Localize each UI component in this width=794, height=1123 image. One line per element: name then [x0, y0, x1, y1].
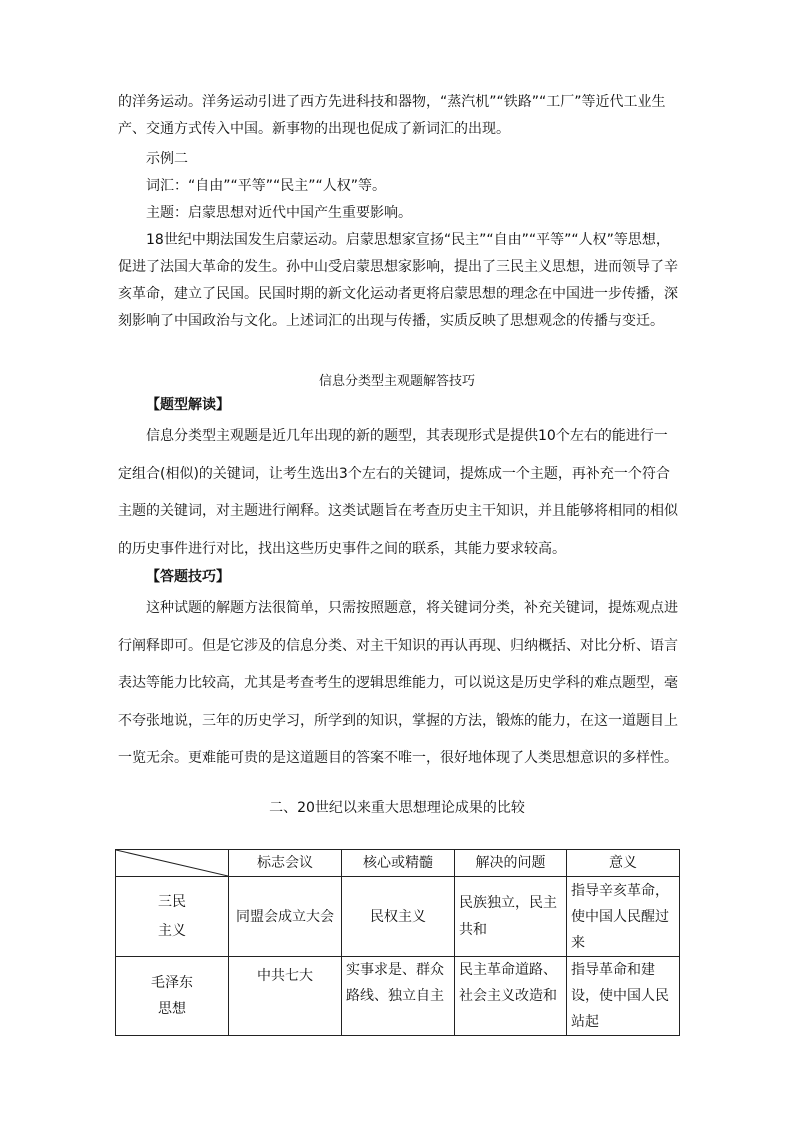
row-name-line: 主义 [158, 922, 186, 939]
diagonal-header-cell [116, 850, 229, 877]
core-cell: 实事求是、群众路线、独立自主 [342, 957, 455, 1036]
row-name-line: 思想 [158, 1001, 186, 1017]
paragraph-westernization: 的洋务运动。洋务运动引进了西方先进科技和器物，“蒸汽机”“铁路”“工厂”等近代工业生产、交通方式传入中国。新事物的出现也促成了新词汇的出现。 [118, 94, 666, 137]
section-two-title: 二、20世纪以来重大思想理论成果的比较 [269, 800, 525, 816]
paragraph-question-interpretation: 信息分类型主观题是近几年出现的新的题型，其表现形式是提供10个左右的能进行一定组合(相似)的关键词，让考生选出3个左右的关键词，提炼成一个主题，再补充一个符合主题的关键词，对主题进行阐释。这类试题旨在考查历史主干知识，并且能够将相同的相似的历史事件进行对比，找出这些历史事件之间的联系，其能力要求较高。 [118, 428, 678, 557]
column-header: 解决的问题 [455, 850, 567, 877]
heading-answer-skills: 【答题技巧】 [146, 569, 230, 585]
heading-question-interpretation: 【题型解读】 [146, 397, 230, 413]
core-cell: 民权主义 [342, 877, 455, 957]
row-name-line: 三民 [158, 893, 186, 910]
table-header-row [116, 850, 680, 877]
problem-cell: 民族独立，民主共和 [455, 877, 567, 957]
column-header: 标志会议 [229, 850, 342, 877]
example-two-label: 示例二 [146, 151, 188, 167]
column-header: 意义 [567, 850, 680, 877]
row-name-cell [116, 877, 229, 957]
row-name-line: 毛泽东 [151, 975, 193, 991]
meaning-cell: 指导革命和建设，使中国人民站起 [567, 957, 680, 1036]
comparison-table [115, 849, 680, 1036]
vocabulary-line: 词汇：“自由”“平等”“民主”“人权”等。 [146, 178, 387, 194]
meaning-cell: 指导辛亥革命，使中国人民醒过来 [567, 877, 680, 957]
row-name-cell [116, 957, 229, 1036]
paragraph-enlightenment: 18世纪中期法国发生启蒙运动。启蒙思想家宣扬“民主”“自由”“平等”“人权”等思想，促进了法国大革命的发生。孙中山受启蒙思想家影响，提出了三民主义思想，进而领导了辛亥革命，建立了民国。民国时期的新文化运动者更将启蒙思想的理念在中国进一步传播，深刻影响了中国政治与文化。上述词汇的出现与传播，实质反映了思想观念的传播与变迁。 [118, 232, 678, 329]
table-row [116, 877, 680, 957]
table-row [116, 957, 680, 1036]
paragraph-answer-skills: 这种试题的解题方法很简单，只需按照题意，将关键词分类，补充关键词，提炼观点进行阐释即可。但是它涉及的信息分类、对主干知识的再认再现、归纳概括、对比分析、语言表达等能力比较高，尤其是考查考生的逻辑思维能力，可以说这是历史学科的难点题型，毫不夸张地说，三年的历史学习，所学到的知识，掌握的方法，锻炼的能力，在这一道题目上一览无余。更难能可贵的是这道题目的答案不唯一，很好地体现了人类思想意识的多样性。 [118, 600, 678, 766]
theme-line: 主题：启蒙思想对近代中国产生重要影响。 [146, 205, 412, 221]
meeting-cell: 中共七大 [229, 957, 342, 1036]
problem-cell: 民主革命道路、社会主义改造和 [455, 957, 567, 1036]
column-header: 核心或精髓 [342, 850, 455, 877]
diagonal-line [116, 850, 228, 876]
meeting-cell: 同盟会成立大会 [229, 877, 342, 957]
skills-section-title: 信息分类型主观题解答技巧 [318, 374, 475, 389]
